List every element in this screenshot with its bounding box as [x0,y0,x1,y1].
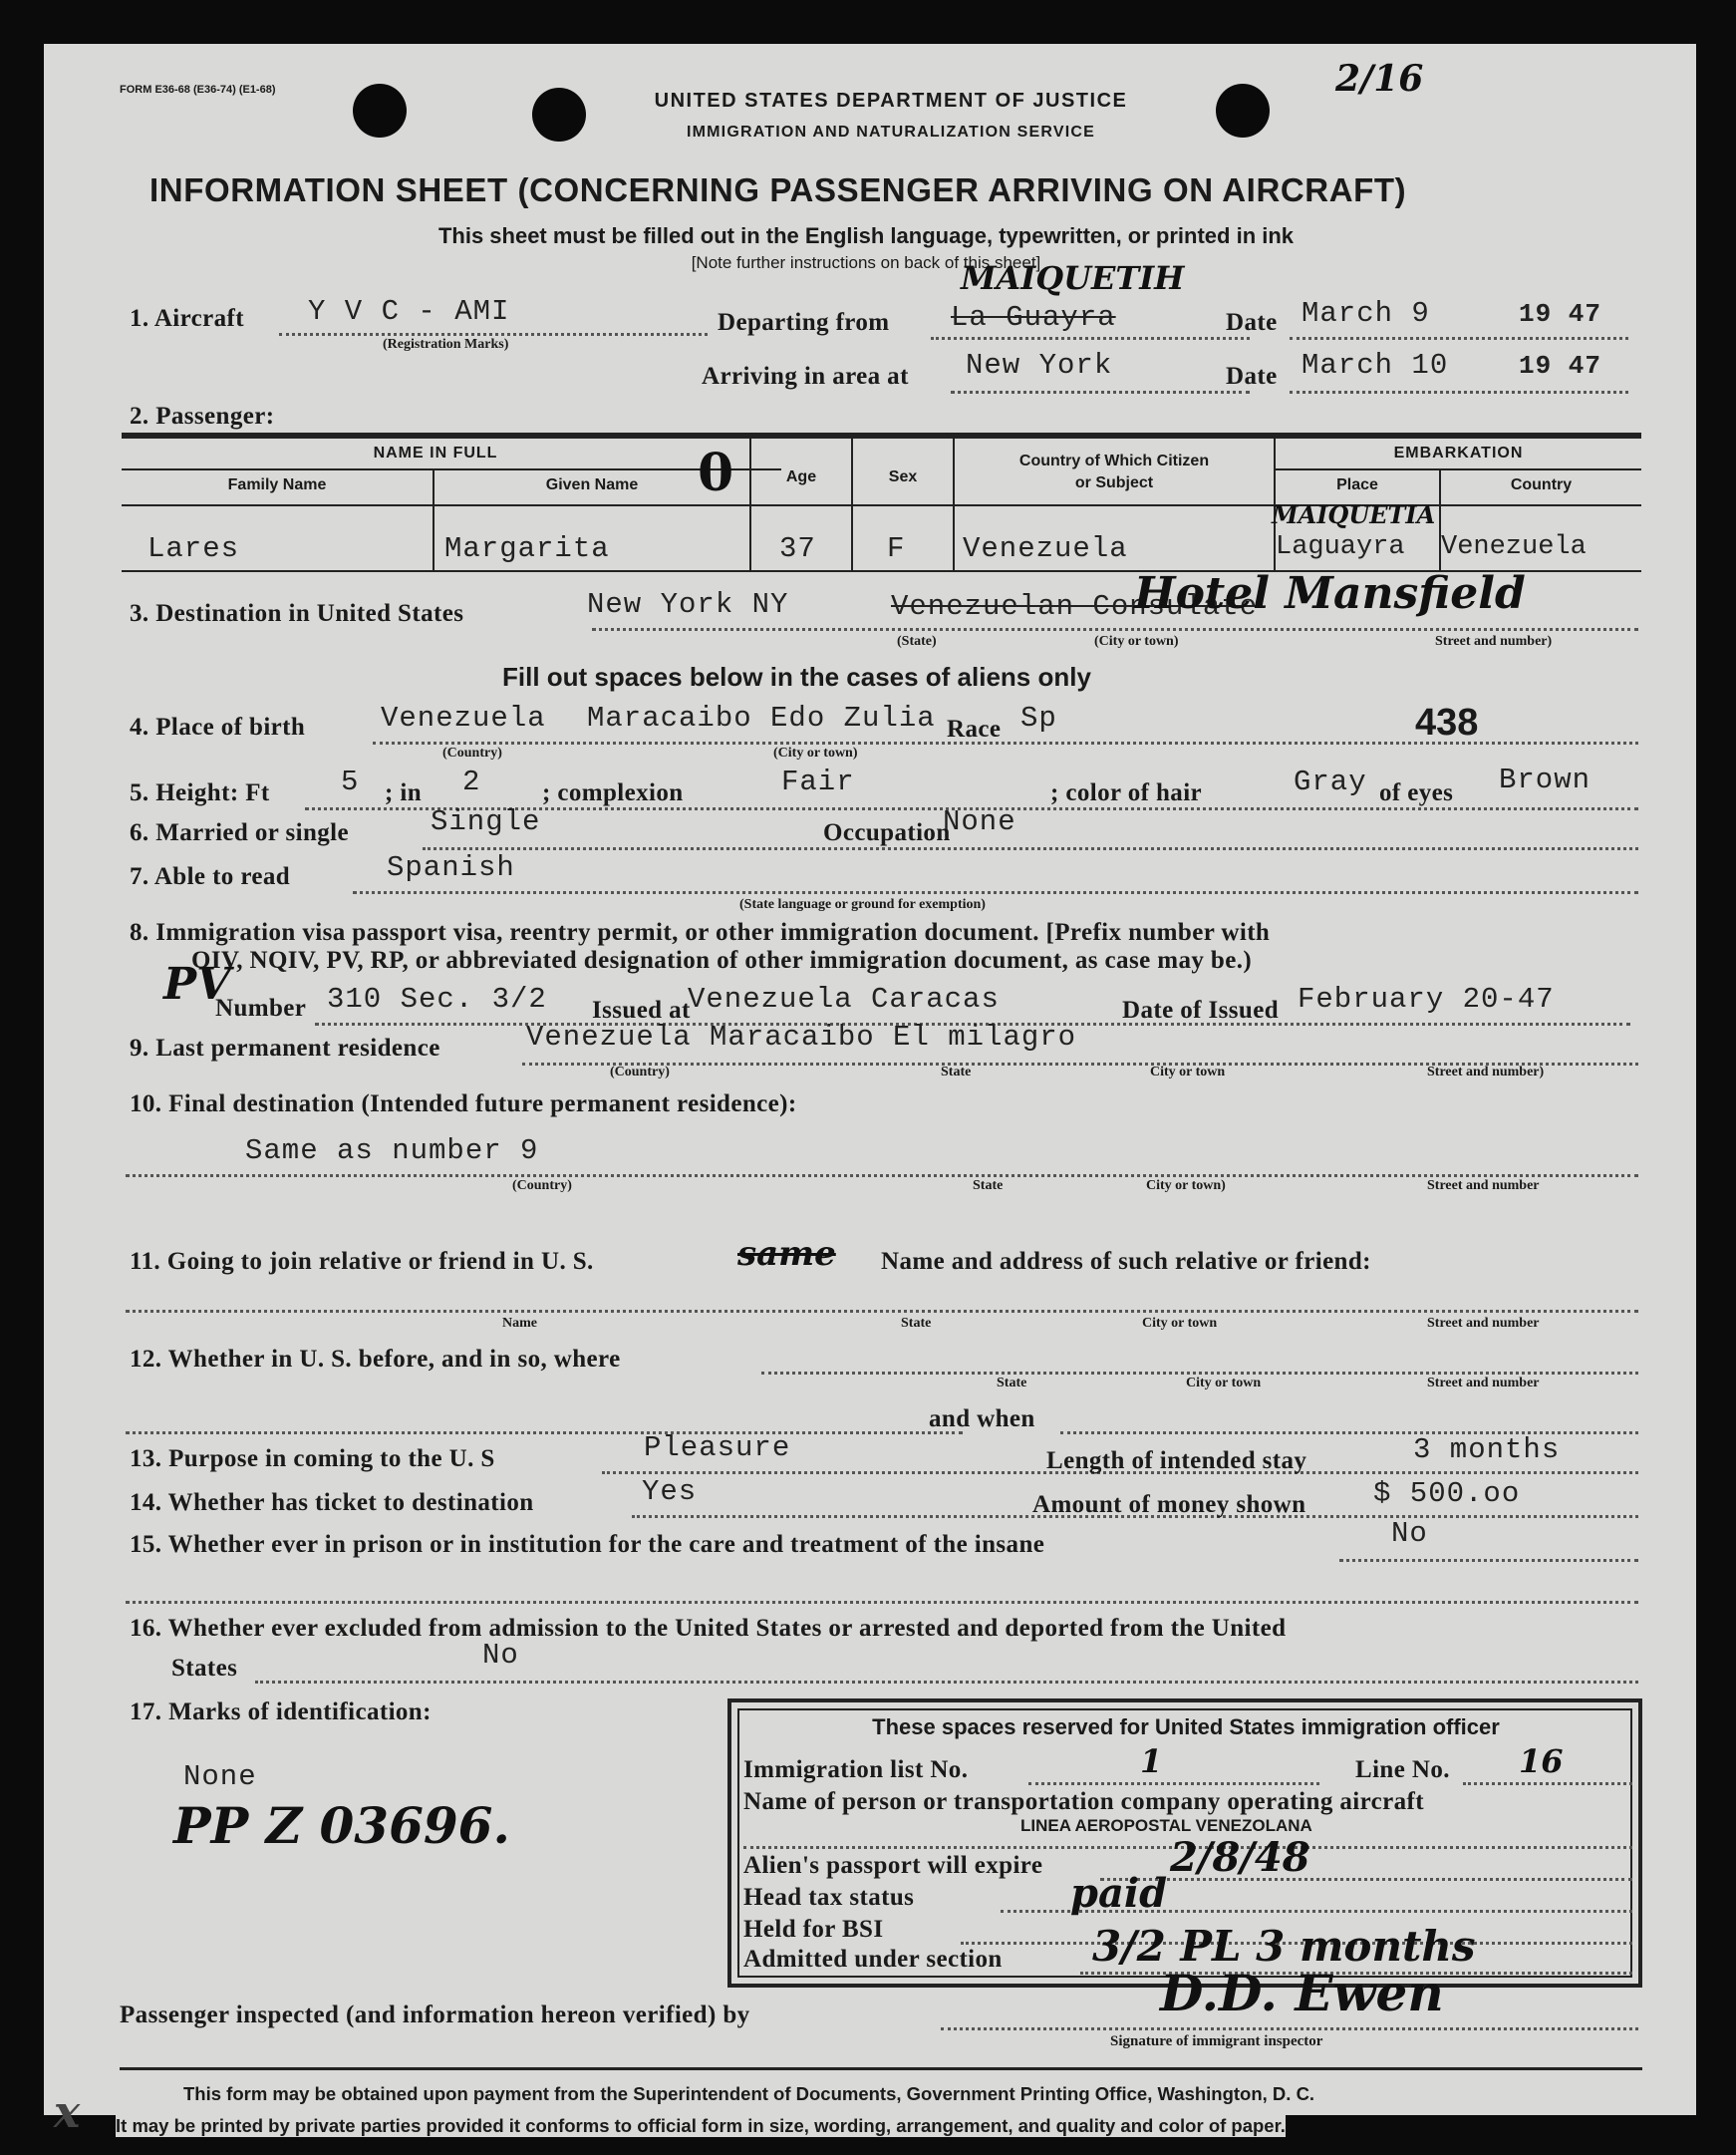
departing-label: Departing from [718,309,890,336]
place-handwritten: MAIQUETIA [1272,500,1436,529]
visa-line-2: QIV, NQIV, PV, RP, or abbreviated designation of other immigration document, as case may be.) [191,947,1253,974]
money: $ 500.oo [1373,1477,1521,1510]
form-number: FORM E36-68 (E36-74) (E1-68) [120,84,276,96]
visa-line-1: 8. Immigration visa passport visa, reentry permit, or other immigration document. [Prefix number with [130,919,1271,946]
destination-line [592,628,1638,631]
table-top-rule [122,433,1641,439]
when-line-left [126,1431,963,1434]
list-line [1028,1782,1319,1785]
last-residence: Venezuela Maracaibo El milagro [526,1021,1077,1054]
before-state-caption: State [997,1376,1027,1390]
th-name-in-full: NAME IN FULL [373,445,498,462]
excluded-label-2: States [171,1655,238,1682]
marks: None [183,1760,257,1793]
race: Sp [1020,702,1057,735]
arrive-date-label: Date [1226,363,1278,390]
footer-text-1: This form may be obtained upon payment from the Superintendent of Documents, Government Printing Office, Washington, D. C. [183,2083,1315,2104]
col-div-3 [851,439,853,570]
passport-expire-value: 2/8/48 [1170,1834,1310,1881]
final-street-caption: Street and number [1427,1178,1540,1193]
res-country-caption: (Country) [610,1065,670,1079]
race-label: Race [947,716,1002,743]
height-ft: 5 [341,766,360,798]
departing-struck: La Guayra [951,301,1116,334]
occupation-label: Occupation [823,819,951,846]
page-title: INFORMATION SHEET (CONCERNING PASSENGER ARRIVING ON AIRCRAFT) [149,171,1407,208]
punch-hole-right [1216,84,1270,138]
arrive-date: March 10 [1302,349,1449,382]
final-state-caption: State [973,1178,1004,1193]
date-issued: February 20-47 [1298,983,1555,1016]
registration-caption: (Registration Marks) [383,337,509,352]
join-street-caption: Street and number [1427,1316,1540,1331]
arriving-line [951,391,1250,394]
join-state-caption: State [901,1316,932,1331]
birth-city: Maracaibo Edo Zulia [587,702,936,735]
passport-expire-label: Alien's passport will expire [743,1852,1043,1879]
th-citizen: Country of Which Citizen [1018,453,1210,469]
given-name: Margarita [444,532,610,565]
col-div-2 [749,439,751,570]
list-value: 1 [1140,1742,1163,1780]
note: [Note further instructions on back of this sheet] [691,253,1041,272]
punch-hole-left [353,84,407,138]
visa-prefix: PV [163,959,231,1010]
issued-at-label: Issued at [592,997,691,1024]
line-label: Line No. [1355,1756,1450,1783]
section-value: 3/2 PL 3 months [1092,1922,1476,1971]
inspected-label: Passenger inspected (and information hereon verified) by [120,2001,750,2028]
dest-handwritten: Hotel Mansfield [1134,568,1526,619]
place: Laguayra [1276,532,1405,562]
signature-caption: Signature of immigrant inspector [1110,2033,1323,2049]
instructions: This sheet must be filled out in the English language, typewritten, or printed in ink [437,223,1295,248]
company-value: LINEA AEROPOSTAL VENEZOLANA [1020,1816,1312,1835]
destination-label: 3. Destination in United States [130,600,464,627]
dest-state: New York NY [587,588,789,621]
information-sheet [44,44,1696,2115]
prison-line-2 [126,1601,1638,1604]
departing-handwritten: MAIQUETIH [961,259,1185,297]
res-street-caption: Street and number) [1427,1065,1545,1079]
complexion: Fair [781,766,855,798]
last-residence-label: 9. Last permanent residence [130,1035,440,1062]
number-label: Number [215,995,307,1022]
money-label: Amount of money shown [1032,1491,1306,1518]
before-line [761,1372,1638,1375]
birth-city-caption: (City or town) [773,746,858,761]
inspector-signature: D.D. Ewen [1160,1964,1444,2022]
dest-state-caption: (State) [897,634,937,649]
depart-date-line [1290,337,1628,340]
th-age: Age [785,468,817,485]
aircraft-label: 1. Aircraft [130,305,245,332]
officer-box-title: These spaces reserved for United States immigration officer [872,1714,1500,1739]
list-label: Immigration list No. [743,1756,969,1783]
prison-line [1339,1559,1638,1562]
depart-date: March 9 [1302,297,1430,330]
bsi-label: Held for BSI [743,1916,884,1943]
height-label: 5. Height: Ft [130,779,270,806]
aliens-only-heading: Fill out spaces below in the cases of aliens only [502,662,1091,692]
before-street-caption: Street and number [1427,1376,1540,1390]
ticket: Yes [642,1475,698,1508]
prison-label: 15. Whether ever in prison or in institution for the care and treatment of the insane [130,1531,1045,1558]
company-label: Name of person or transportation company operating aircraft [743,1788,1425,1815]
head-tax-label: Head tax status [743,1884,915,1911]
head-tax-value: paid [1070,1870,1168,1917]
section-label: Admitted under section [743,1946,1003,1973]
issued-at: Venezuela Caracas [688,983,1000,1016]
married-line [423,847,1638,850]
read-line [353,891,1638,894]
th-citizen-2: or Subject [1074,474,1154,491]
table-emb-rule [1274,468,1641,470]
visa-number: 310 Sec. 3/2 [327,983,547,1016]
marital-status: Single [431,805,541,838]
ticket-label: 14. Whether has ticket to destination [130,1489,534,1516]
arriving-value: New York [966,349,1113,382]
passenger-label: 2. Passenger: [130,403,275,430]
excluded-line [255,1681,1638,1684]
res-state-caption: State [941,1065,972,1079]
arriving-label: Arriving in area at [702,363,909,390]
th-country: Country [1510,476,1573,493]
dest-city: Venezuelan Consulate [891,590,1259,623]
final-destination-line [126,1174,1638,1177]
eyes: Brown [1499,764,1591,796]
join-line [126,1310,1638,1313]
in-label: ; in [385,779,423,806]
join-name-caption: Name [502,1316,537,1331]
join-city-caption: City or town [1142,1316,1218,1331]
married-label: 6. Married or single [130,819,349,846]
corner-mark: x [54,2087,81,2138]
sex: F [887,532,906,565]
and-when-label: and when [929,1405,1035,1432]
height-in: 2 [462,766,481,798]
purpose-label: 13. Purpose in coming to the U. S [130,1445,495,1472]
aircraft-value: Y V C - AMI [308,295,510,328]
read-language: Spanish [387,851,515,884]
before-city-caption: City or town [1186,1376,1262,1390]
purpose: Pleasure [644,1431,791,1464]
birth-country: Venezuela [381,702,546,735]
join-handwritten: same [737,1234,836,1274]
dest-street-caption: Street and number) [1435,634,1553,649]
agency-service: IMMIGRATION AND NATURALIZATION SERVICE [686,124,1096,141]
date-issued-label: Date of Issued [1122,997,1279,1024]
birth-country-caption: (Country) [442,746,502,761]
final-destination: Same as number 9 [245,1134,539,1167]
excluded: No [482,1639,519,1672]
hair: Gray [1294,766,1367,798]
embarkation-country: Venezuela [1441,532,1587,562]
eyes-label: of eyes [1379,779,1454,806]
age: 37 [779,532,816,565]
arrive-date-line [1290,391,1628,394]
before-label: 12. Whether in U. S. before, and in so, where [130,1346,621,1373]
th-sex: Sex [888,468,918,485]
agency-department: UNITED STATES DEPARTMENT OF JUSTICE [654,90,1128,112]
th-place: Place [1336,476,1378,493]
race-code: 438 [1415,702,1479,744]
arrive-year: 19 47 [1519,351,1602,381]
footer-text-2: It may be printed by private parties provided it conforms to official form in size, wording, arrangement, and quality and color of paper. [116,2115,1286,2136]
excluded-label-1: 16. Whether ever excluded from admission to the United States or arrested and deported from the United [130,1615,1287,1642]
stay-label: Length of intended stay [1046,1447,1307,1474]
complexion-label: ; complexion [542,779,684,806]
res-city-caption: City or town [1150,1065,1226,1079]
departing-line [931,337,1250,340]
dest-city-caption: (City or town) [1094,634,1179,649]
table-name-rule [122,468,781,470]
th-given-name: Given Name [545,476,639,493]
footer-rule [120,2067,1642,2070]
depart-date-label: Date [1226,309,1278,336]
depart-year: 19 47 [1519,299,1602,329]
read-caption: (State language or ground for exemption) [739,897,986,912]
read-label: 7. Able to read [130,863,291,890]
prison: No [1391,1517,1428,1550]
name-address-label: Name and address of such relative or friend: [881,1248,1371,1275]
th-embarkation: EMBARKATION [1393,445,1524,462]
birth-label: 4. Place of birth [130,714,306,741]
marks-label: 17. Marks of identification: [130,1698,432,1725]
aircraft-line [279,333,708,336]
line-no-line [1463,1782,1632,1785]
page-mark: 2/16 [1335,58,1424,100]
passport-handwritten: PP Z 03696. [173,1796,510,1855]
th-family-name: Family Name [227,476,327,493]
stay: 3 months [1413,1433,1561,1466]
citizen: Venezuela [963,532,1128,565]
final-destination-label: 10. Final destination (Intended future permanent residence): [130,1090,797,1117]
final-city-caption: City or town) [1146,1178,1226,1193]
join-label: 11. Going to join relative or friend in U. S. [130,1248,594,1275]
check-zero: 0 [698,443,734,503]
occupation: None [943,805,1016,838]
line-value: 16 [1519,1742,1564,1780]
hair-label: ; color of hair [1050,779,1203,806]
family-name: Lares [147,532,240,565]
final-country-caption: (Country) [512,1178,572,1193]
inspected-line [941,2027,1638,2030]
